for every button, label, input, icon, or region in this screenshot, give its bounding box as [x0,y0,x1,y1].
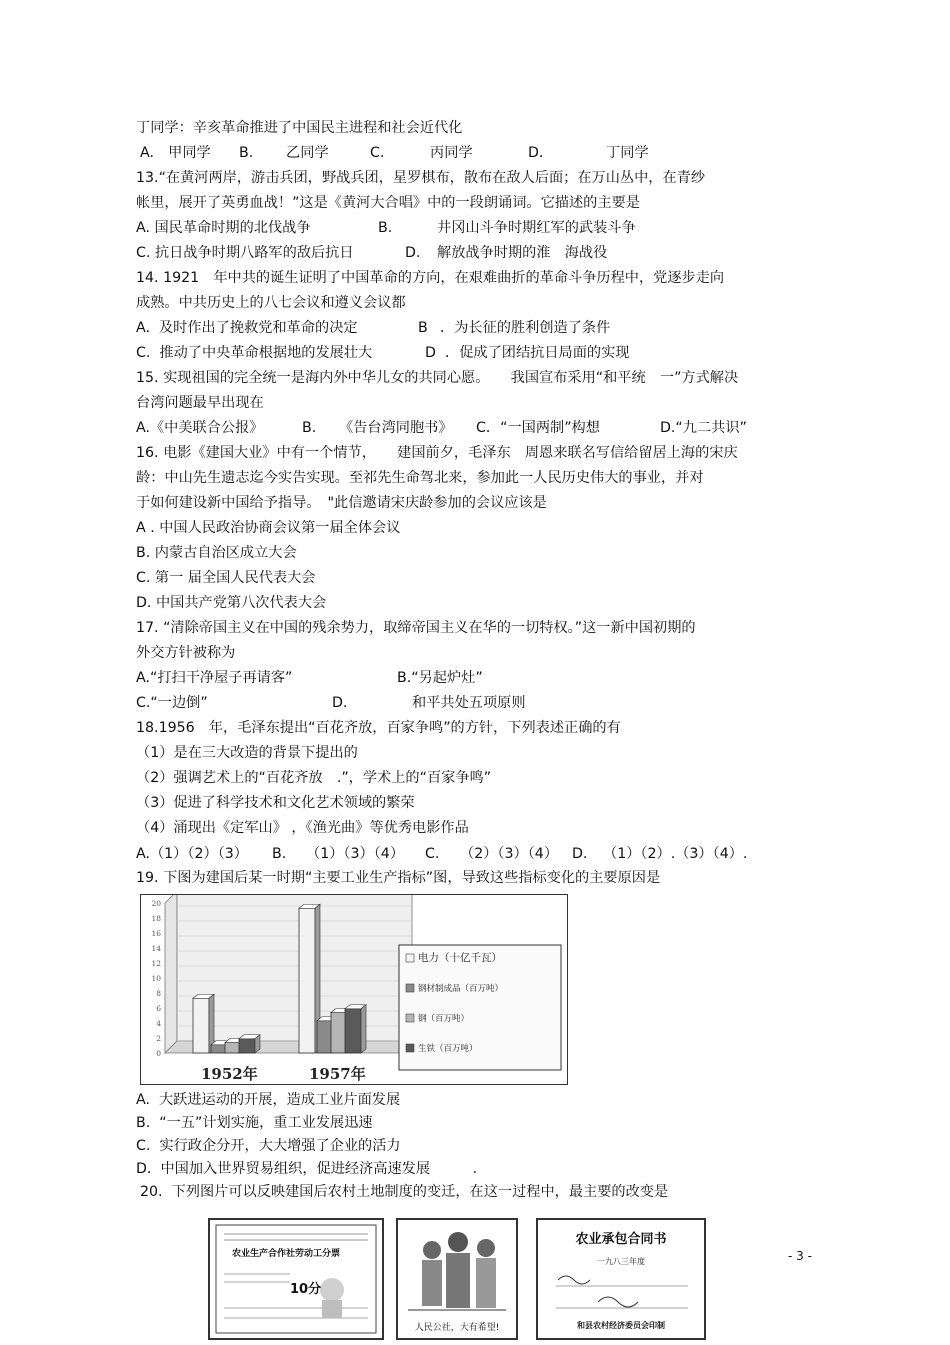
option-d-text: （1）（2）.（3）（4）. [603,846,748,862]
option-d-text: 和平共处五项原则 [412,695,526,711]
legend-swatch [406,984,414,992]
statement-1: （1）是在三大改造的背景下提出的 [136,745,358,761]
option-b-text: 井冈山斗争时期红军的武装斗争 [437,220,636,236]
option-a: A. 国民革命时期的北伐战争 [136,220,311,236]
question-17: 17. “清除帝国主义在中国的残余势力，取缔帝国主义在华的一切特权。”这一新中国初期的 [136,620,696,636]
option-d: D [425,345,436,361]
question-13: 13.“在黄河两岸，游击兵团，野战兵团，星罗棋布，散布在敌人后面；在万山丛中，在青纱 [136,170,706,186]
option-d: D. [405,245,421,261]
question-16: 16. 电影《建国大业》中有一个情节， 建国前夕，毛泽东 周恩来联名写信给留居上海的宋庆 [136,445,738,461]
option-a: A.《中美联合公报》 [136,420,264,436]
legend-swatch [406,954,414,962]
option-b-text: 《告台湾同胞书》 [339,420,453,436]
contract-footer: 和县农村经济委员会印制 [577,1321,665,1330]
work-point-ticket-image [208,1218,384,1340]
option-d: D. [528,145,544,161]
option-a: A . 中国人民政治协商会议第一届全体会议 [136,520,401,536]
industry-chart [140,894,568,1085]
option-b: B. “一五”计划实施，重工业发展迅速 [136,1115,373,1131]
legend-label: 电力（十亿千瓦） [418,952,502,964]
option-d-text: ．促成了团结抗日局面的实现 [445,345,630,361]
legend-swatch [406,1044,414,1052]
y-tick-label: 10 [151,974,161,983]
option-a: A. 大跃进运动的开展，造成工业片面发展 [136,1092,401,1108]
statement-4: （4）涌现出《定军山》 ，《渔光曲》等优秀电影作品 [136,820,469,836]
option-d-text: 解放战争时期的淮 海战役 [437,245,608,261]
contract-image [536,1218,706,1340]
text-line: 成熟。中共历史上的八七会议和遵义会议都 [136,295,406,311]
legend-swatch [406,1014,414,1022]
statement-3: （3）促进了科学技术和文化艺术领域的繁荣 [136,795,415,811]
option-c: C. [370,145,385,161]
bar [299,908,315,1053]
option-b-text: 乙同学 [286,145,329,161]
option-a: A. 及时作出了挽救党和革命的决定 [136,320,358,336]
option-c: C. 第一 届全国人民代表大会 [136,570,316,586]
question-19: 19. 下图为建国后某一时期“主要工业生产指标”图，导致这些指标变化的主要原因是 [136,870,661,886]
y-tick-label: 6 [156,1004,161,1013]
bar-side [361,1005,366,1053]
poster-caption: 人民公社，大有希望! [414,1323,500,1333]
option-c: C. [425,846,440,862]
question-15: 15. 实现祖国的完全统一是海内外中华儿女的共同心愿。 我国宣布采用“和平统 一”方式解决 [136,370,739,386]
statement-2: （2）强调艺术上的“百花齐放 .”，学术上的“百家争鸣” [136,770,492,786]
question-20: 20. 下列图片可以反映建国后农村土地制度的变迁，在这一过程中，最主要的改变是 [140,1184,669,1200]
text-line: 于如何建设新中国给予指导。 "此信邀请宋庆龄参加的会议应该是 [136,495,547,511]
y-tick-label: 20 [151,899,161,908]
option-b-text: ．为长征的胜利创造了条件 [440,320,611,336]
x-tick-label: 1957年 [309,1065,366,1083]
option-a: A.（1）（2）（3） [136,846,248,862]
option-c: C．“一国两制”构想 [476,420,600,436]
industry-bar-chart [141,895,567,1084]
option-b: B. [272,846,287,862]
text-line: 台湾问题最早出现在 [136,395,264,411]
option-d-text: 丁同学 [606,145,649,161]
question-18: 18.1956 年，毛泽东提出“百花齐放，百家争鸣”的方针，下列表述正确的有 [136,720,621,736]
option-b: B. 内蒙古自治区成立大会 [136,545,297,561]
y-tick-label: 4 [156,1019,161,1028]
option-c: C.“一边倒” [136,695,208,711]
contract-title: 农业承包合同书 [575,1232,667,1247]
option-b: B [418,320,428,336]
y-tick-label: 12 [151,959,161,968]
ticket-value: 10分 [290,1282,322,1297]
option-c: C. 抗日战争时期八路军的敌后抗日 [136,245,354,261]
legend-label: 钢材制成品（百万吨） [418,984,504,994]
y-tick-label: 18 [151,914,161,923]
page-number: - 3 - [788,1249,812,1263]
option-b: B. [378,220,393,236]
option-c-text: （2）（3）（4） [460,846,559,862]
option-d: D. 中国共产党第八次代表大会 [136,595,327,611]
option-d: D. [332,695,348,711]
text-line: 外交方针被称为 [136,645,236,661]
y-tick-label: 16 [151,929,161,938]
y-tick-label: 2 [156,1034,161,1043]
commune-poster-image [396,1218,518,1340]
y-tick-label: 14 [151,944,161,953]
option-b: B. [302,420,317,436]
y-tick-label: 8 [156,989,161,998]
legend-label: 钢（百万吨） [418,1014,470,1024]
option-a: A.“打扫干净屋子再请客” [136,670,293,686]
option-d: D. 中国加入世界贸易组织，促进经济高速发展 . [136,1161,478,1177]
text-line: 龄：中山先生遗志迄今实告实现。至祁先生命驾北来，参加此一人民历史伟大的事业，并对 [136,470,704,486]
option-d: D. [572,846,588,862]
option-b-text: （1）（3）（4） [306,846,405,862]
contract-year: 一九八三年度 [597,1257,645,1266]
option-a: A. 甲同学 [140,145,211,161]
ticket-title: 农业生产合作社劳动工分票 [232,1249,341,1259]
option-b: B. [239,145,254,161]
option-b: B.“另起炉灶” [397,670,483,686]
legend-label: 生铁（百万吨） [418,1044,478,1054]
question-14: 14. 1921 年中共的诞生证明了中国革命的方向，在艰难曲折的革命斗争历程中，党逐步走向 [136,270,725,286]
bar [345,1009,361,1053]
option-c: C. 推动了中央革命根据地的发展壮大 [136,345,373,361]
option-d: D.“九二共识” [660,420,747,436]
x-tick-label: 1952年 [201,1065,258,1083]
bar [239,1039,255,1053]
text-line: 丁同学：辛亥革命推进了中国民主进程和社会近代化 [136,120,463,136]
chart-side-wall [165,895,177,1053]
option-c-text: 丙同学 [430,145,473,161]
option-c: C. 实行政企分开，大大增强了企业的活力 [136,1138,401,1154]
text-line: 帐里，展开了英勇血战！”这是《黄河大合唱》中的一段朗诵词。它描述的主要是 [136,195,640,211]
y-tick-label: 0 [156,1049,161,1058]
bar [193,998,209,1053]
